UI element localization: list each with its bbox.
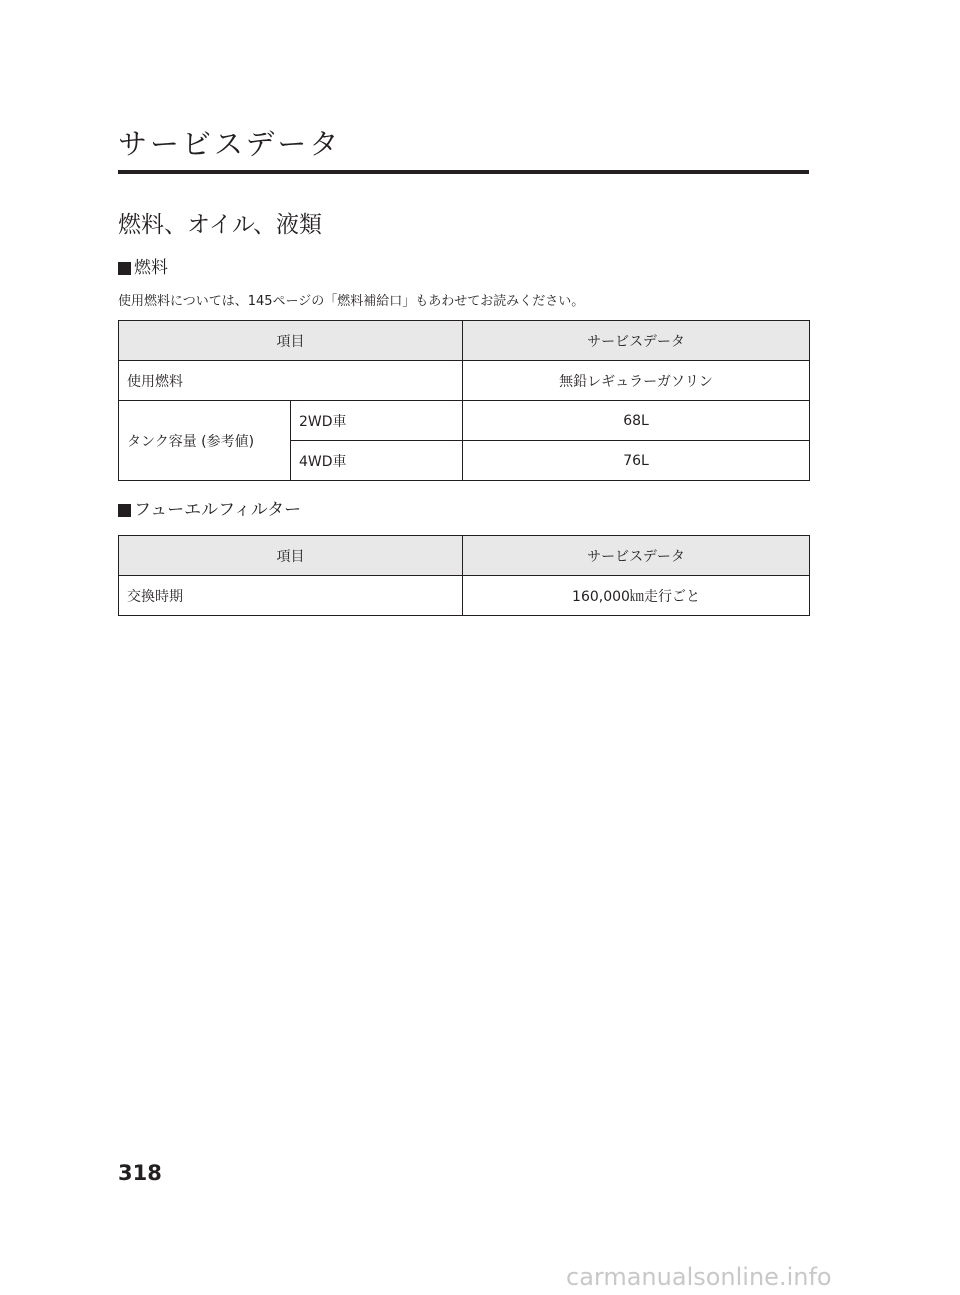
title-rule [118, 170, 809, 174]
fuel-table [118, 320, 810, 481]
table-row [119, 576, 810, 616]
tank-value-4wd: 76L [463, 441, 810, 481]
row-value: 160,000㎞走行ごと [463, 576, 810, 616]
square-bullet-icon [118, 262, 131, 275]
square-bullet-icon [118, 504, 131, 517]
page-number: 318 [118, 1161, 162, 1185]
table-row [119, 401, 810, 441]
tank-label: タンク容量 (参考値) [119, 401, 291, 481]
tank-type-2wd: 2WD車 [291, 401, 463, 441]
filter-heading [118, 498, 301, 522]
table-row [119, 361, 810, 401]
page-title: サービスデータ [118, 127, 342, 161]
table-header-row [119, 536, 810, 576]
tank-value-2wd: 68L [463, 401, 810, 441]
fuel-note: 使用燃料については、145ページの「燃料補給口」もあわせてお読みください。 [118, 294, 585, 309]
row-label: 使用燃料 [119, 361, 463, 401]
fuel-heading [118, 256, 168, 280]
table-header-row [119, 321, 810, 361]
watermark: carmanualsonline.info [566, 1263, 832, 1291]
filter-heading-text: フューエルフィルター [134, 500, 302, 520]
row-value: 無鉛レギュラーガソリン [463, 361, 810, 401]
row-label: 交換時期 [119, 576, 463, 616]
section-heading: 燃料、オイル、液類 [118, 212, 323, 238]
tank-type-4wd: 4WD車 [291, 441, 463, 481]
filter-table [118, 535, 810, 616]
header-item: 項目 [119, 536, 463, 576]
header-data: サービスデータ [463, 321, 810, 361]
header-item: 項目 [119, 321, 463, 361]
fuel-heading-text: 燃料 [134, 258, 168, 278]
header-data: サービスデータ [463, 536, 810, 576]
